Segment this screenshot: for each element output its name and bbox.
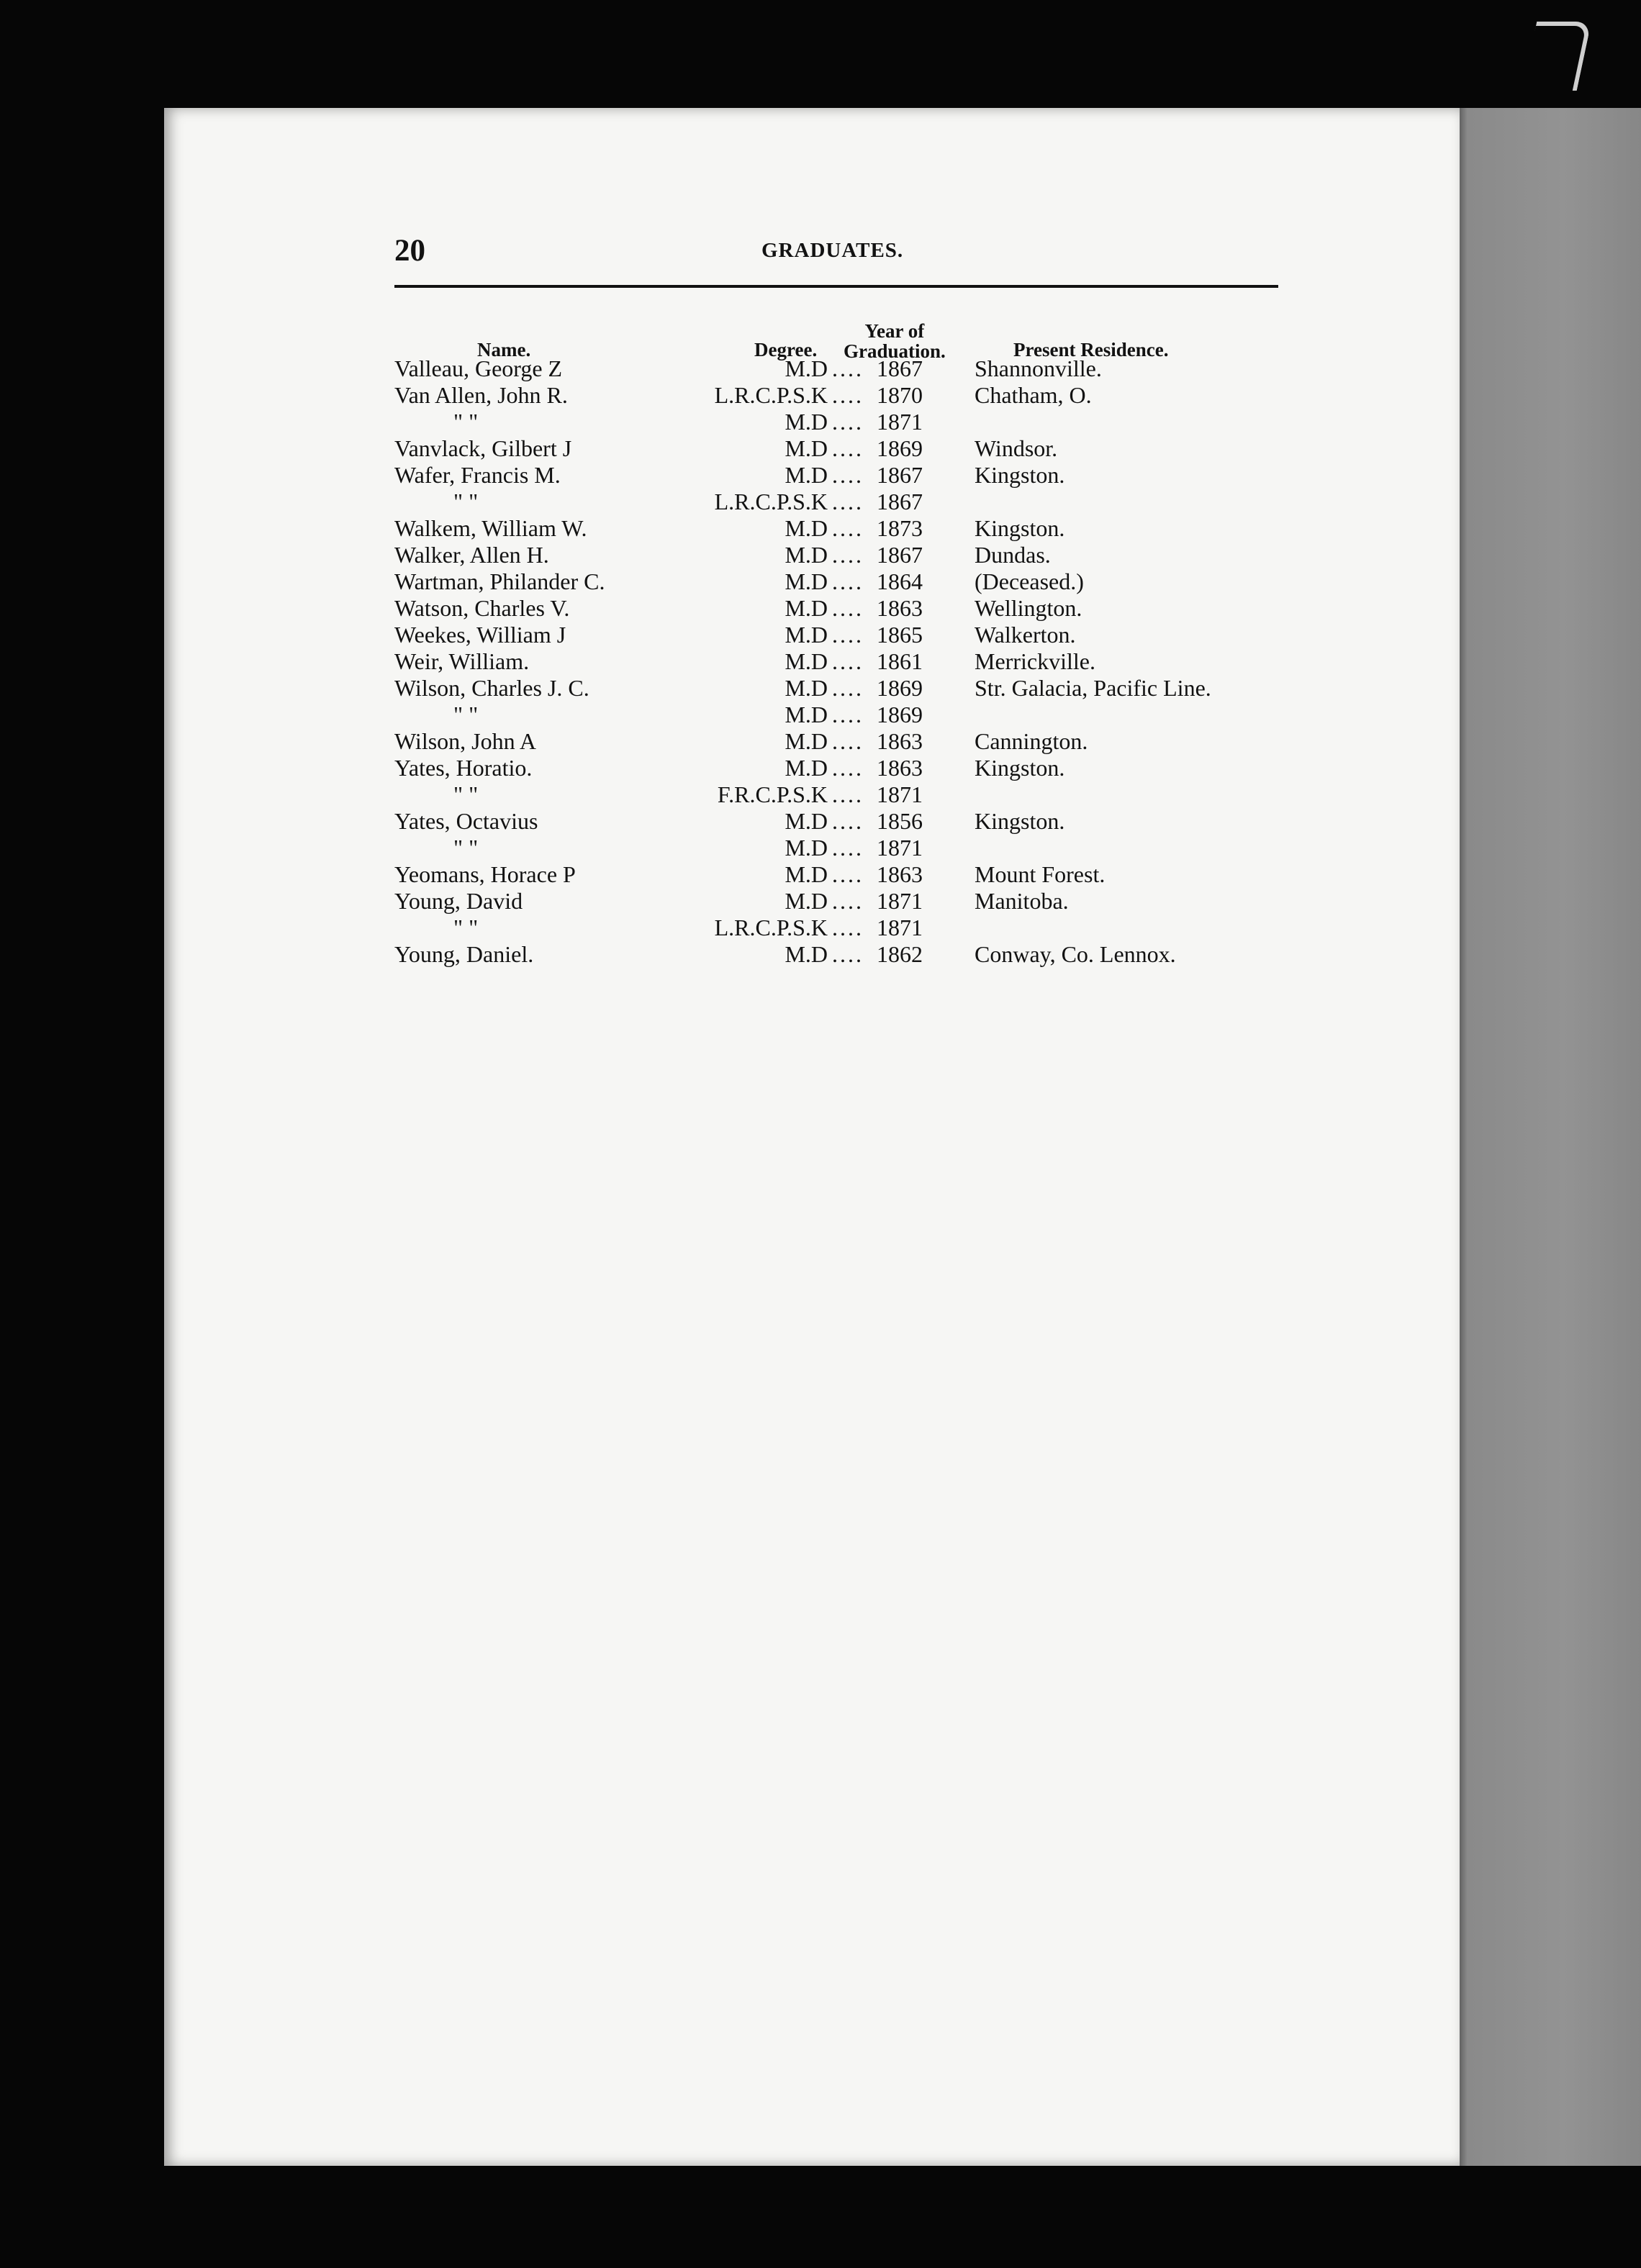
graduate-name: " " bbox=[453, 781, 479, 807]
graduate-name: Wafer, Francis M. bbox=[394, 462, 561, 488]
graduate-degree: M.D bbox=[785, 462, 828, 488]
name-header: Name. bbox=[477, 339, 531, 360]
graduate-row bbox=[394, 728, 1283, 755]
graduate-row bbox=[394, 915, 1283, 941]
graduation-year: 1873 bbox=[877, 515, 923, 541]
graduate-name: Walker, Allen H. bbox=[394, 542, 549, 568]
graduate-row bbox=[394, 462, 1283, 489]
present-residence: Mount Forest. bbox=[975, 861, 1106, 887]
graduation-year: 1863 bbox=[877, 728, 923, 754]
graduate-row bbox=[394, 489, 1283, 515]
graduate-name: " " bbox=[453, 915, 479, 940]
graduate-degree: F.R.C.P.S.K bbox=[717, 781, 828, 807]
dot-leader: .... bbox=[832, 888, 864, 914]
graduate-name: Wilson, John A bbox=[394, 728, 536, 754]
present-residence: Windsor. bbox=[975, 435, 1058, 461]
graduate-name: Yeomans, Horace P bbox=[394, 861, 576, 887]
graduation-year: 1867 bbox=[877, 355, 923, 381]
graduate-name: Vanvlack, Gilbert J bbox=[394, 435, 572, 461]
present-residence: Chatham, O. bbox=[975, 382, 1092, 408]
graduation-year: 1871 bbox=[877, 835, 923, 861]
graduate-degree: L.R.C.P.S.K bbox=[714, 382, 828, 408]
dot-leader: .... bbox=[832, 941, 864, 967]
dot-leader: .... bbox=[832, 781, 864, 807]
present-residence: Kingston. bbox=[975, 462, 1065, 488]
year-header-line1: Year of bbox=[864, 320, 925, 342]
graduation-year: 1867 bbox=[877, 462, 923, 488]
graduate-name: Young, Daniel. bbox=[394, 941, 534, 967]
graduate-row bbox=[394, 648, 1283, 675]
graduate-row bbox=[394, 781, 1283, 808]
graduate-degree: M.D bbox=[785, 888, 828, 914]
graduation-year: 1867 bbox=[877, 542, 923, 568]
graduate-name: Young, David bbox=[394, 888, 523, 914]
graduation-year: 1869 bbox=[877, 675, 923, 701]
graduate-row bbox=[394, 755, 1283, 781]
graduate-row bbox=[394, 622, 1283, 648]
dot-leader: .... bbox=[832, 382, 864, 408]
degree-header: Degree. bbox=[754, 339, 818, 360]
corner-mark bbox=[1522, 22, 1591, 91]
graduate-row bbox=[394, 888, 1283, 915]
present-residence: Merrickville. bbox=[975, 648, 1095, 674]
present-residence: Kingston. bbox=[975, 515, 1065, 541]
graduation-year: 1863 bbox=[877, 861, 923, 887]
graduation-year: 1871 bbox=[877, 409, 923, 435]
graduate-degree: M.D bbox=[785, 568, 828, 594]
graduate-row bbox=[394, 515, 1283, 542]
graduation-year: 1867 bbox=[877, 489, 923, 514]
graduation-year: 1871 bbox=[877, 781, 923, 807]
graduate-name: Yates, Horatio. bbox=[394, 755, 533, 781]
graduate-name: " " bbox=[453, 835, 479, 861]
graduate-degree: M.D bbox=[785, 702, 828, 727]
present-residence: Conway, Co. Lennox. bbox=[975, 941, 1176, 967]
present-residence: Kingston. bbox=[975, 755, 1065, 781]
dot-leader: .... bbox=[832, 489, 864, 514]
dot-leader: .... bbox=[832, 542, 864, 568]
graduate-degree: M.D bbox=[785, 755, 828, 781]
dot-leader: .... bbox=[832, 915, 864, 940]
dot-leader: .... bbox=[832, 355, 864, 381]
dot-leader: .... bbox=[832, 808, 864, 834]
dot-leader: .... bbox=[832, 728, 864, 754]
graduate-row bbox=[394, 435, 1283, 462]
graduate-degree: M.D bbox=[785, 941, 828, 967]
graduation-year: 1861 bbox=[877, 648, 923, 674]
graduate-name: Weir, William. bbox=[394, 648, 530, 674]
present-residence: Walkerton. bbox=[975, 622, 1076, 648]
graduation-year: 1871 bbox=[877, 888, 923, 914]
dot-leader: .... bbox=[832, 435, 864, 461]
graduation-year: 1862 bbox=[877, 941, 923, 967]
dot-leader: .... bbox=[832, 568, 864, 594]
graduate-degree: M.D bbox=[785, 542, 828, 568]
graduate-row bbox=[394, 808, 1283, 835]
graduate-row bbox=[394, 941, 1283, 968]
graduate-degree: L.R.C.P.S.K bbox=[714, 915, 828, 940]
present-residence: Manitoba. bbox=[975, 888, 1069, 914]
graduate-degree: M.D bbox=[785, 435, 828, 461]
dot-leader: .... bbox=[832, 675, 864, 701]
column-headers bbox=[394, 311, 1283, 361]
graduate-row bbox=[394, 702, 1283, 728]
graduate-degree: M.D bbox=[785, 409, 828, 435]
graduate-row bbox=[394, 409, 1283, 435]
graduate-degree: M.D bbox=[785, 515, 828, 541]
present-residence: Kingston. bbox=[975, 808, 1065, 834]
header-rule bbox=[394, 285, 1278, 288]
dot-leader: .... bbox=[832, 648, 864, 674]
dot-leader: .... bbox=[832, 462, 864, 488]
dot-leader: .... bbox=[832, 595, 864, 621]
graduate-name: Walkem, William W. bbox=[394, 515, 587, 541]
graduation-year: 1863 bbox=[877, 595, 923, 621]
present-residence: Shannonville. bbox=[975, 355, 1102, 381]
graduate-row bbox=[394, 835, 1283, 861]
graduation-year: 1870 bbox=[877, 382, 923, 408]
present-residence: Cannington. bbox=[975, 728, 1088, 754]
dot-leader: .... bbox=[832, 755, 864, 781]
present-residence: Dundas. bbox=[975, 542, 1051, 568]
present-residence: Str. Galacia, Pacific Line. bbox=[975, 675, 1211, 701]
graduate-degree: M.D bbox=[785, 861, 828, 887]
graduate-row bbox=[394, 355, 1283, 382]
dot-leader: .... bbox=[832, 702, 864, 727]
graduate-name: Weekes, William J bbox=[394, 622, 566, 648]
graduation-year: 1869 bbox=[877, 702, 923, 727]
page-header bbox=[394, 233, 1283, 276]
graduate-name: Watson, Charles V. bbox=[394, 595, 570, 621]
graduate-row bbox=[394, 542, 1283, 568]
graduate-degree: M.D bbox=[785, 355, 828, 381]
dot-leader: .... bbox=[832, 409, 864, 435]
graduate-name: Wartman, Philander C. bbox=[394, 568, 605, 594]
graduate-degree: M.D bbox=[785, 808, 828, 834]
graduate-name: Yates, Octavius bbox=[394, 808, 538, 834]
graduation-year: 1864 bbox=[877, 568, 923, 594]
graduation-year: 1871 bbox=[877, 915, 923, 940]
graduate-name: " " bbox=[453, 702, 479, 727]
graduate-degree: M.D bbox=[785, 675, 828, 701]
graduate-name: Van Allen, John R. bbox=[394, 382, 568, 408]
dot-leader: .... bbox=[832, 622, 864, 648]
graduate-row bbox=[394, 595, 1283, 622]
graduation-year: 1869 bbox=[877, 435, 923, 461]
page-content bbox=[394, 233, 1283, 967]
graduate-row bbox=[394, 861, 1283, 888]
graduation-year: 1865 bbox=[877, 622, 923, 648]
graduate-degree: L.R.C.P.S.K bbox=[714, 489, 828, 514]
running-title: GRADUATES. bbox=[761, 239, 904, 262]
graduation-year: 1856 bbox=[877, 808, 923, 834]
graduate-name: Wilson, Charles J. C. bbox=[394, 675, 589, 701]
present-residence: (Deceased.) bbox=[975, 568, 1084, 594]
graduate-degree: M.D bbox=[785, 648, 828, 674]
page-number: 20 bbox=[394, 234, 425, 268]
dot-leader: .... bbox=[832, 515, 864, 541]
graduate-degree: M.D bbox=[785, 728, 828, 754]
graduate-degree: M.D bbox=[785, 622, 828, 648]
dot-leader: .... bbox=[832, 861, 864, 887]
present-residence: Wellington. bbox=[975, 595, 1082, 621]
graduate-name: " " bbox=[453, 489, 479, 514]
graduate-row bbox=[394, 382, 1283, 409]
graduate-row bbox=[394, 675, 1283, 702]
graduate-name: " " bbox=[453, 409, 479, 435]
year-header-line2: Graduation. bbox=[844, 340, 946, 362]
dot-leader: .... bbox=[832, 835, 864, 861]
graduate-row bbox=[394, 568, 1283, 595]
graduate-degree: M.D bbox=[785, 835, 828, 861]
residence-header: Present Residence. bbox=[1013, 339, 1169, 360]
book-cover-edge bbox=[1448, 108, 1641, 2166]
graduate-name: Valleau, George Z bbox=[394, 355, 563, 381]
graduation-year: 1863 bbox=[877, 755, 923, 781]
graduate-degree: M.D bbox=[785, 595, 828, 621]
